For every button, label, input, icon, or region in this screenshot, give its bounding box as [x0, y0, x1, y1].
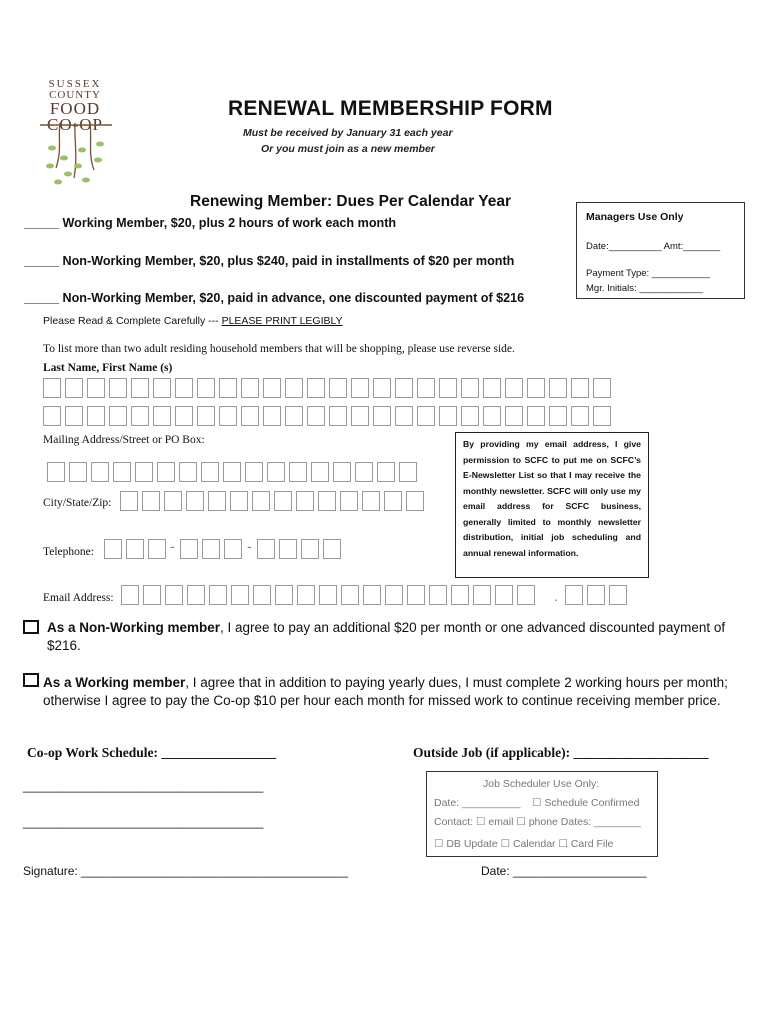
managers-title: Managers Use Only — [586, 211, 684, 223]
character-box[interactable] — [263, 378, 281, 398]
character-box[interactable] — [461, 406, 479, 426]
character-box[interactable] — [363, 585, 381, 605]
character-box[interactable] — [121, 585, 139, 605]
character-box[interactable] — [377, 462, 395, 482]
character-box[interactable] — [87, 378, 105, 398]
email-domain-field[interactable] — [565, 585, 631, 605]
subtitle-deadline: Must be received by January 31 each year — [243, 127, 453, 139]
character-box[interactable] — [527, 378, 545, 398]
schedule-blank-line-2[interactable]: ____________________________________ — [23, 815, 264, 829]
character-box[interactable] — [43, 406, 61, 426]
character-box[interactable] — [483, 378, 501, 398]
character-box[interactable] — [406, 491, 424, 511]
outside-job-field[interactable]: Outside Job (if applicable): ____________________ — [413, 745, 709, 760]
character-box[interactable] — [333, 462, 351, 482]
nonworking-agreement-line2: $216. — [47, 638, 81, 653]
schedule-confirmed-checkbox[interactable]: ☐ Schedule Confirmed — [532, 797, 640, 809]
working-agreement-line2: otherwise I agree to pay the Co-op $10 per hour each month for missed work to continue receiving member price. — [43, 693, 721, 708]
character-box[interactable] — [323, 539, 341, 559]
character-box[interactable] — [461, 378, 479, 398]
character-box[interactable] — [571, 406, 589, 426]
character-box[interactable] — [165, 585, 183, 605]
character-box[interactable] — [395, 406, 413, 426]
print-legibly-text: PLEASE PRINT LEGIBLY — [221, 315, 343, 327]
character-box[interactable] — [219, 406, 237, 426]
email-dot: . — [554, 588, 558, 604]
character-box[interactable] — [407, 585, 425, 605]
character-box[interactable] — [275, 585, 293, 605]
signature-date-field[interactable]: Date: ____________________ — [481, 864, 647, 878]
character-box[interactable] — [197, 378, 215, 398]
character-box[interactable] — [296, 491, 314, 511]
logo-plant-graphic — [30, 78, 120, 190]
character-box[interactable] — [505, 406, 523, 426]
character-box[interactable] — [209, 585, 227, 605]
character-box[interactable] — [373, 406, 391, 426]
character-box[interactable] — [120, 491, 138, 511]
managers-date-amount: Date:__________ Amt:_______ — [586, 241, 721, 252]
character-box[interactable] — [201, 462, 219, 482]
address-field[interactable] — [47, 462, 421, 482]
character-box[interactable] — [113, 462, 131, 482]
character-box[interactable] — [549, 378, 567, 398]
character-box[interactable] — [297, 585, 315, 605]
character-box[interactable] — [307, 406, 325, 426]
character-box[interactable] — [549, 406, 567, 426]
character-box[interactable] — [505, 378, 523, 398]
signature-field[interactable]: Signature: ________________________________________ — [23, 864, 348, 878]
character-box[interactable] — [257, 539, 275, 559]
character-box[interactable] — [279, 539, 297, 559]
option-working-member[interactable]: _____ Working Member, $20, plus 2 hours of work each month — [24, 216, 397, 230]
character-box[interactable] — [362, 491, 380, 511]
character-box[interactable] — [87, 406, 105, 426]
character-box[interactable] — [319, 585, 337, 605]
phone-dash-1: - — [170, 538, 175, 554]
work-schedule-field[interactable]: Co-op Work Schedule: _________________ — [27, 745, 277, 760]
job-scheduler-box — [426, 771, 658, 857]
character-box[interactable] — [429, 585, 447, 605]
managers-payment-type: Payment Type: ___________ — [586, 268, 710, 279]
character-box[interactable] — [609, 585, 627, 605]
form-title: RENEWAL MEMBERSHIP FORM — [228, 97, 553, 120]
character-box[interactable] — [285, 378, 303, 398]
character-box[interactable] — [135, 462, 153, 482]
read-carefully-text: Please Read & Complete Carefully --- — [43, 315, 222, 327]
character-box[interactable] — [351, 378, 369, 398]
character-box[interactable] — [104, 539, 122, 559]
working-agreement-bold: As a Working member — [43, 675, 186, 690]
character-box[interactable] — [153, 378, 171, 398]
email-consent-text: By providing my email address, I give permission to SCFC to put me on SCFC’s E-Newsletter List so that I may receive the monthly newsletter. SCFC will only use my email address for SCFC business, generally limited to monthly newsletter distribution, initial job scheduling and annual renewal information. — [463, 439, 641, 558]
phone-area-code[interactable] — [104, 539, 170, 559]
character-box[interactable] — [148, 539, 166, 559]
name-field-row-2[interactable] — [43, 406, 615, 426]
character-box[interactable] — [340, 491, 358, 511]
character-box[interactable] — [179, 462, 197, 482]
character-box[interactable] — [527, 406, 545, 426]
character-box[interactable] — [157, 462, 175, 482]
option-nonworking-installments[interactable]: _____ Non-Working Member, $20, plus $240, paid in installments of $20 per month — [24, 254, 515, 268]
character-box[interactable] — [91, 462, 109, 482]
schedule-blank-line-1[interactable]: ____________________________________ — [23, 779, 264, 793]
character-box[interactable] — [329, 378, 347, 398]
reverse-side-note: To list more than two adult residing household members that will be shopping, please use reverse side. — [43, 343, 515, 355]
character-box[interactable] — [197, 406, 215, 426]
logo-line-sussex: SUSSEX — [48, 78, 102, 90]
character-box[interactable] — [399, 462, 417, 482]
subtitle-new-member: Or you must join as a new member — [261, 143, 435, 155]
character-box[interactable] — [153, 406, 171, 426]
membership-heading: Renewing Member: Dues Per Calendar Year — [190, 193, 512, 210]
email-consent-notice — [455, 432, 649, 578]
character-box[interactable] — [439, 406, 457, 426]
character-box[interactable] — [43, 378, 61, 398]
character-box[interactable] — [373, 378, 391, 398]
character-box[interactable] — [131, 378, 149, 398]
email-field[interactable] — [121, 585, 539, 605]
logo-line-food: FOOD — [49, 99, 101, 118]
job-scheduler-updates[interactable]: ☐ DB Update ☐ Calendar ☐ Card File — [434, 838, 614, 850]
character-box[interactable] — [395, 378, 413, 398]
name-field-row-1[interactable] — [43, 378, 615, 398]
character-box[interactable] — [565, 585, 583, 605]
character-box[interactable] — [202, 539, 220, 559]
character-box[interactable] — [417, 406, 435, 426]
character-box[interactable] — [267, 462, 285, 482]
character-box[interactable] — [131, 406, 149, 426]
character-box[interactable] — [307, 378, 325, 398]
character-box[interactable] — [417, 378, 435, 398]
character-box[interactable] — [301, 539, 319, 559]
character-box[interactable] — [126, 539, 144, 559]
managers-use-box — [576, 202, 745, 299]
nonworking-agreement — [47, 619, 762, 637]
character-box[interactable] — [241, 406, 259, 426]
phone-dash-2: - — [247, 538, 252, 554]
character-box[interactable] — [175, 378, 193, 398]
character-box[interactable] — [219, 378, 237, 398]
character-box[interactable] — [355, 462, 373, 482]
job-scheduler-title: Job Scheduler Use Only: — [483, 778, 600, 790]
character-box[interactable] — [186, 491, 204, 511]
working-agreement-text: , I agree that in addition to paying yearly dues, I must complete 2 working hours per month; — [185, 675, 728, 690]
character-box[interactable] — [245, 462, 263, 482]
nonworking-agree-checkbox[interactable] — [23, 620, 39, 634]
character-box[interactable] — [69, 462, 87, 482]
character-box[interactable] — [473, 585, 491, 605]
email-label: Email Address: — [43, 592, 114, 604]
character-box[interactable] — [329, 406, 347, 426]
character-box[interactable] — [517, 585, 535, 605]
nonworking-agreement-text: , I agree to pay an additional $20 per month or one advanced discounted payment of — [220, 620, 726, 635]
working-agree-checkbox[interactable] — [23, 673, 39, 687]
job-scheduler-date: Date: __________ — [434, 797, 521, 809]
character-box[interactable] — [47, 462, 65, 482]
character-box[interactable] — [208, 491, 226, 511]
character-box[interactable] — [143, 585, 161, 605]
character-box[interactable] — [593, 406, 611, 426]
character-box[interactable] — [285, 406, 303, 426]
character-box[interactable] — [224, 539, 242, 559]
character-box[interactable] — [384, 491, 402, 511]
city-field[interactable] — [120, 491, 428, 511]
character-box[interactable] — [495, 585, 513, 605]
character-box[interactable] — [341, 585, 359, 605]
nonworking-agreement-bold: As a Non-Working member — [47, 620, 221, 635]
character-box[interactable] — [175, 406, 193, 426]
character-box[interactable] — [164, 491, 182, 511]
managers-initials: Mgr. Initials: ____________ — [586, 283, 703, 294]
logo-line-county: COUNTY — [49, 89, 101, 101]
phone-line-number[interactable] — [257, 539, 345, 559]
character-box[interactable] — [593, 378, 611, 398]
character-box[interactable] — [65, 378, 83, 398]
character-box[interactable] — [587, 585, 605, 605]
city-label: City/State/Zip: — [43, 497, 112, 509]
address-label: Mailing Address/Street or PO Box: — [43, 434, 205, 446]
character-box[interactable] — [318, 491, 336, 511]
character-box[interactable] — [289, 462, 307, 482]
phone-prefix[interactable] — [180, 539, 246, 559]
character-box[interactable] — [230, 491, 248, 511]
character-box[interactable] — [274, 491, 292, 511]
name-label: Last Name, First Name (s) — [43, 362, 173, 374]
character-box[interactable] — [439, 378, 457, 398]
logo-line-coop: CO-OP — [46, 115, 103, 134]
instructions-line — [43, 315, 343, 327]
character-box[interactable] — [451, 585, 469, 605]
telephone-label: Telephone: — [43, 546, 94, 558]
character-box[interactable] — [253, 585, 271, 605]
character-box[interactable] — [483, 406, 501, 426]
character-box[interactable] — [571, 378, 589, 398]
character-box[interactable] — [180, 539, 198, 559]
coop-logo — [30, 78, 120, 190]
character-box[interactable] — [142, 491, 160, 511]
character-box[interactable] — [252, 491, 270, 511]
option-nonworking-advance[interactable]: _____ Non-Working Member, $20, paid in advance, one discounted payment of $216 — [24, 291, 525, 305]
character-box[interactable] — [351, 406, 369, 426]
character-box[interactable] — [231, 585, 249, 605]
character-box[interactable] — [187, 585, 205, 605]
character-box[interactable] — [109, 406, 127, 426]
character-box[interactable] — [241, 378, 259, 398]
working-agreement — [43, 674, 728, 692]
character-box[interactable] — [263, 406, 281, 426]
character-box[interactable] — [65, 406, 83, 426]
character-box[interactable] — [311, 462, 329, 482]
character-box[interactable] — [109, 378, 127, 398]
job-scheduler-contact[interactable]: Contact: ☐ email ☐ phone Dates: ________ — [434, 816, 641, 828]
character-box[interactable] — [223, 462, 241, 482]
character-box[interactable] — [385, 585, 403, 605]
